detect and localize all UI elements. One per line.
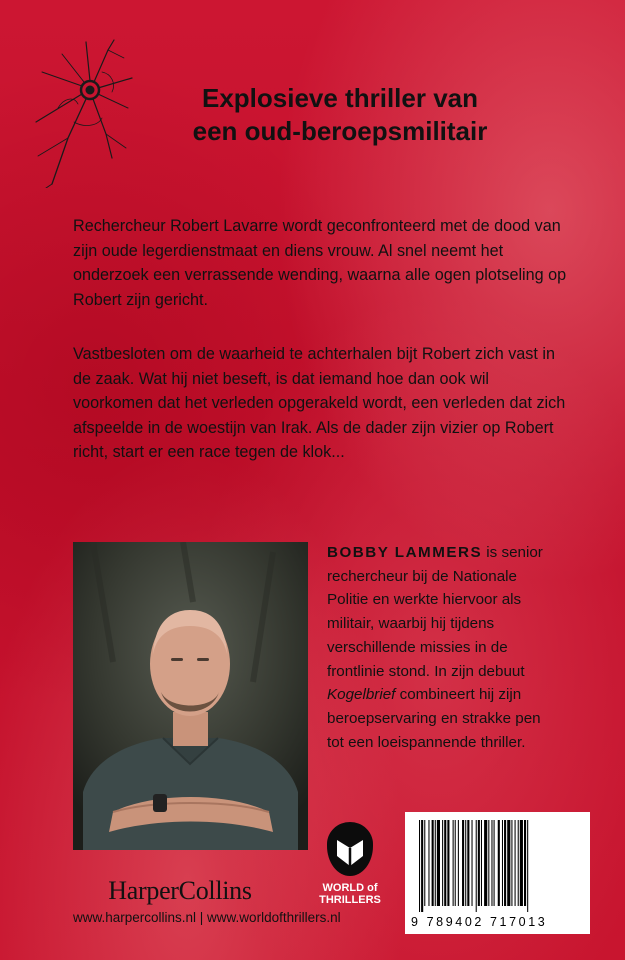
barcode-bar — [518, 820, 519, 906]
headline — [140, 82, 540, 148]
website-urls: www.harpercollins.nl | www.worldofthrillers.nl — [73, 910, 341, 925]
barcode-bar — [476, 820, 477, 912]
imprint-line-1: WORLD of — [322, 882, 378, 894]
barcode-bar — [507, 820, 510, 906]
headline-line-1: Explosieve thriller van — [201, 83, 478, 113]
barcode-number: 9 789402 717013 — [411, 915, 548, 929]
author-bio-text-2: combineert hij zijn beroepservaring en strakke pen tot een loeispannende thriller. — [327, 686, 541, 751]
bullet-hole-icon — [28, 38, 138, 188]
barcode-bar — [447, 820, 449, 906]
barcode-bar — [515, 820, 516, 906]
barcode-bar — [435, 820, 436, 906]
barcode-bar — [437, 820, 440, 906]
barcode-bar — [465, 820, 466, 906]
author-bio-text-1: is senior rechercheur bij de Nationale Politie en werkte hiervoor als militair, waarbij hij tijdens verschillende missies in de frontlinie stond. In zijn debuut — [327, 544, 543, 680]
publisher-logo: HarperCollins — [108, 876, 252, 905]
barcode-bar — [421, 820, 423, 912]
barcode-bar — [511, 820, 512, 906]
barcode-bar — [488, 820, 489, 906]
barcode-bar — [524, 820, 526, 906]
barcode-bar — [498, 820, 500, 906]
barcode-bar — [428, 820, 429, 906]
barcode-bar — [462, 820, 464, 906]
barcode-bar — [481, 820, 482, 906]
barcode-bar — [502, 820, 503, 906]
barcode — [405, 812, 590, 934]
imprint-line-2: THRILLERS — [319, 894, 381, 906]
barcode-bar — [520, 820, 523, 906]
blurb-paragraph-2: Vastbesloten om de waarheid te achterhalen bijt Robert zich vast in de zaak. Wat hij niet beseft, is dat iemand hoe dan ook wil voorkomen dat het verleden opgerakeld wordt, een verleden dat zich afspeelde in de woestijn van Irak. Als de dader zijn vizier op Robert richt, start er een race tegen de klok... — [73, 345, 566, 461]
barcode-bar — [432, 820, 434, 906]
imprint-logo — [317, 822, 383, 934]
barcode-bar — [455, 820, 456, 906]
barcode-bar — [419, 820, 420, 912]
book-title: Kogelbrief — [327, 686, 396, 704]
barcode-bar — [494, 820, 495, 906]
barcode-bar — [527, 820, 528, 912]
barcode-bar — [478, 820, 480, 906]
barcode-bar — [504, 820, 506, 906]
author-bio — [327, 541, 557, 754]
barcode-bar — [458, 820, 459, 906]
barcode-bar — [444, 820, 446, 906]
headline-line-2: een oud-beroepsmilitair — [192, 116, 488, 146]
barcode-bar — [442, 820, 443, 906]
blurb-paragraph-1: Rechercheur Robert Lavarre wordt geconfronteerd met de dood van zijn oude legerdienstmaat en diens vrouw. Al snel neemt het onderzoek een verrassende wending, waarna alle ogen plotseling op Robert zijn gericht. — [73, 217, 567, 309]
barcode-bar — [491, 820, 492, 906]
barcode-bar — [453, 820, 454, 906]
shield-book-icon — [327, 822, 373, 876]
barcode-bar — [467, 820, 469, 906]
author-photo — [73, 542, 308, 850]
barcode-bars — [405, 812, 590, 912]
barcode-bar — [484, 820, 487, 906]
barcode-bar — [424, 820, 425, 906]
author-name: BOBBY LAMMERS — [327, 544, 483, 561]
barcode-bar — [472, 820, 473, 906]
